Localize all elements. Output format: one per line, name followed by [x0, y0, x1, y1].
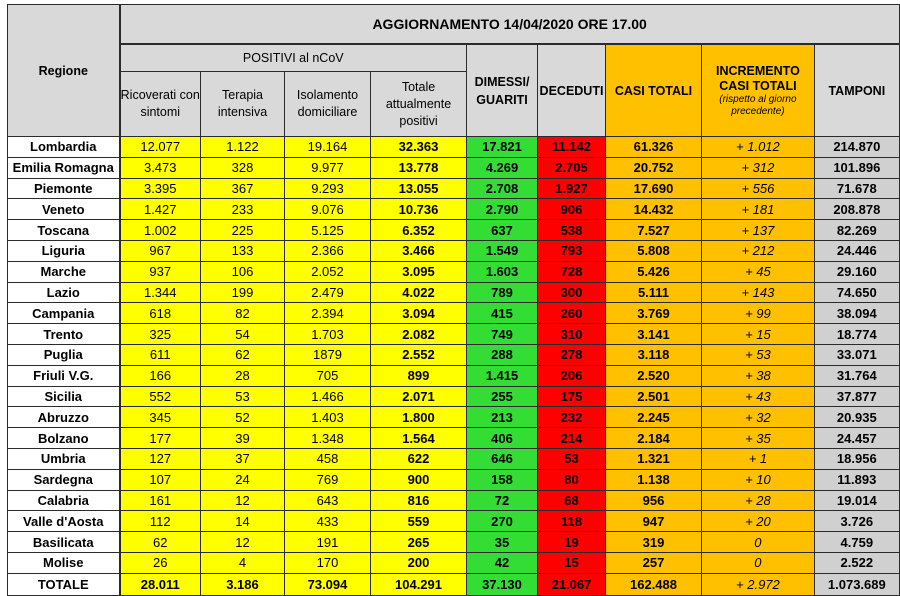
terapia-cell: 37 [201, 448, 285, 469]
deceduti-cell: 728 [538, 261, 606, 282]
ricoverati-cell: 166 [120, 365, 201, 386]
deceduti-cell: 310 [538, 324, 606, 345]
region-cell: Valle d'Aosta [8, 511, 120, 532]
region-cell: Campania [8, 303, 120, 324]
tamponi-cell: 19.014 [814, 490, 899, 511]
isolamento-cell: 705 [285, 365, 371, 386]
total-region-cell: TOTALE [8, 573, 120, 595]
dimessi-cell: 406 [467, 428, 538, 449]
incremento-cell: + 43 [702, 386, 815, 407]
dimessi-cell: 35 [467, 532, 538, 553]
tamponi-cell: 11.893 [814, 469, 899, 490]
tamponi-cell: 18.774 [814, 324, 899, 345]
incremento-cell: + 137 [702, 220, 815, 241]
incremento-cell: + 32 [702, 407, 815, 428]
table-row [8, 344, 900, 365]
totale-positivi-cell: 2.082 [371, 324, 467, 345]
ricoverati-cell: 3.395 [120, 178, 201, 199]
isolamento-cell: 1.348 [285, 428, 371, 449]
incremento-cell: + 312 [702, 157, 815, 178]
incremento-cell: 0 [702, 532, 815, 553]
casi-totali-cell: 2.501 [606, 386, 702, 407]
table-row [8, 511, 900, 532]
table-row [8, 282, 900, 303]
isolamento-cell: 170 [285, 552, 371, 573]
casi-totali-cell: 7.527 [606, 220, 702, 241]
table-row [8, 324, 900, 345]
casi-totali-cell: 257 [606, 552, 702, 573]
deceduti-cell: 300 [538, 282, 606, 303]
isolamento-cell: 191 [285, 532, 371, 553]
tamponi-cell: 2.522 [814, 552, 899, 573]
table-row [8, 261, 900, 282]
dimessi-cell: 1.603 [467, 261, 538, 282]
terapia-cell: 133 [201, 240, 285, 261]
casi-totali-cell: 956 [606, 490, 702, 511]
incremento-cell: + 556 [702, 178, 815, 199]
terapia-cell: 4 [201, 552, 285, 573]
incremento-cell: + 212 [702, 240, 815, 261]
tamponi-cell: 3.726 [814, 511, 899, 532]
deceduti-cell: 232 [538, 407, 606, 428]
header-incremento-note: (rispetto al giorno precedente) [719, 93, 797, 117]
incremento-cell: + 1.012 [702, 137, 815, 158]
isolamento-cell: 2.479 [285, 282, 371, 303]
totale-positivi-cell: 1.564 [371, 428, 467, 449]
region-cell: Sicilia [8, 386, 120, 407]
region-cell: Umbria [8, 448, 120, 469]
table-row [8, 469, 900, 490]
region-cell: Liguria [8, 240, 120, 261]
ricoverati-cell: 967 [120, 240, 201, 261]
isolamento-cell: 19.164 [285, 137, 371, 158]
isolamento-cell: 433 [285, 511, 371, 532]
region-cell: Lazio [8, 282, 120, 303]
casi-totali-cell: 5.808 [606, 240, 702, 261]
total-deceduti-cell: 21.067 [538, 573, 606, 595]
dimessi-cell: 1.415 [467, 365, 538, 386]
isolamento-cell: 458 [285, 448, 371, 469]
tamponi-cell: 24.457 [814, 428, 899, 449]
dimessi-cell: 637 [467, 220, 538, 241]
totale-positivi-cell: 6.352 [371, 220, 467, 241]
isolamento-cell: 9.977 [285, 157, 371, 178]
deceduti-cell: 118 [538, 511, 606, 532]
deceduti-cell: 206 [538, 365, 606, 386]
ricoverati-cell: 1.344 [120, 282, 201, 303]
terapia-cell: 233 [201, 199, 285, 220]
incremento-cell: + 28 [702, 490, 815, 511]
ricoverati-cell: 611 [120, 344, 201, 365]
deceduti-cell: 53 [538, 448, 606, 469]
isolamento-cell: 5.125 [285, 220, 371, 241]
totale-positivi-cell: 13.778 [371, 157, 467, 178]
covid-region-table [7, 4, 900, 596]
ricoverati-cell: 62 [120, 532, 201, 553]
totale-positivi-cell: 2.552 [371, 344, 467, 365]
dimessi-cell: 415 [467, 303, 538, 324]
totale-positivi-cell: 2.071 [371, 386, 467, 407]
region-cell: Lombardia [8, 137, 120, 158]
deceduti-cell: 214 [538, 428, 606, 449]
header-terapia: Terapia intensiva [201, 72, 285, 137]
incremento-cell: + 38 [702, 365, 815, 386]
incremento-cell: + 99 [702, 303, 815, 324]
total-ricoverati-cell: 28.011 [120, 573, 201, 595]
total-isolamento-cell: 73.094 [285, 573, 371, 595]
table-row [8, 220, 900, 241]
deceduti-cell: 278 [538, 344, 606, 365]
tamponi-cell: 71.678 [814, 178, 899, 199]
table-row [8, 552, 900, 573]
totale-positivi-cell: 3.095 [371, 261, 467, 282]
ricoverati-cell: 177 [120, 428, 201, 449]
total-tamponi-cell: 1.073.689 [814, 573, 899, 595]
totale-positivi-cell: 4.022 [371, 282, 467, 303]
header-incremento [702, 44, 815, 137]
totals-row [8, 573, 900, 595]
ricoverati-cell: 618 [120, 303, 201, 324]
terapia-cell: 328 [201, 157, 285, 178]
tamponi-cell: 74.650 [814, 282, 899, 303]
dimessi-cell: 270 [467, 511, 538, 532]
deceduti-cell: 11.142 [538, 137, 606, 158]
casi-totali-cell: 1.138 [606, 469, 702, 490]
ricoverati-cell: 107 [120, 469, 201, 490]
table-row [8, 532, 900, 553]
deceduti-cell: 175 [538, 386, 606, 407]
total-incremento-cell: + 2.972 [702, 573, 815, 595]
terapia-cell: 52 [201, 407, 285, 428]
terapia-cell: 39 [201, 428, 285, 449]
deceduti-cell: 68 [538, 490, 606, 511]
casi-totali-cell: 5.111 [606, 282, 702, 303]
terapia-cell: 28 [201, 365, 285, 386]
tamponi-cell: 31.764 [814, 365, 899, 386]
dimessi-cell: 158 [467, 469, 538, 490]
deceduti-cell: 538 [538, 220, 606, 241]
terapia-cell: 54 [201, 324, 285, 345]
tamponi-cell: 4.759 [814, 532, 899, 553]
table-row [8, 303, 900, 324]
casi-totali-cell: 1.321 [606, 448, 702, 469]
terapia-cell: 199 [201, 282, 285, 303]
incremento-cell: + 10 [702, 469, 815, 490]
isolamento-cell: 2.052 [285, 261, 371, 282]
totale-positivi-cell: 816 [371, 490, 467, 511]
deceduti-cell: 906 [538, 199, 606, 220]
isolamento-cell: 1.403 [285, 407, 371, 428]
deceduti-cell: 15 [538, 552, 606, 573]
totale-positivi-cell: 559 [371, 511, 467, 532]
isolamento-cell: 1.703 [285, 324, 371, 345]
casi-totali-cell: 14.432 [606, 199, 702, 220]
incremento-cell: + 15 [702, 324, 815, 345]
table-row [8, 157, 900, 178]
isolamento-cell: 1879 [285, 344, 371, 365]
totale-positivi-cell: 3.466 [371, 240, 467, 261]
table-row [8, 407, 900, 428]
tamponi-cell: 33.071 [814, 344, 899, 365]
table-row [8, 365, 900, 386]
totale-positivi-cell: 1.800 [371, 407, 467, 428]
table-row [8, 386, 900, 407]
header-casi-totali: CASI TOTALI [606, 44, 702, 137]
terapia-cell: 53 [201, 386, 285, 407]
tamponi-cell: 37.877 [814, 386, 899, 407]
region-cell: Toscana [8, 220, 120, 241]
terapia-cell: 12 [201, 490, 285, 511]
region-cell: Puglia [8, 344, 120, 365]
region-cell: Piemonte [8, 178, 120, 199]
total-casi-totali-cell: 162.488 [606, 573, 702, 595]
dimessi-cell: 646 [467, 448, 538, 469]
incremento-cell: + 143 [702, 282, 815, 303]
totale-positivi-cell: 32.363 [371, 137, 467, 158]
table-row [8, 178, 900, 199]
report-title: AGGIORNAMENTO 14/04/2020 ORE 17.00 [120, 5, 900, 45]
ricoverati-cell: 3.473 [120, 157, 201, 178]
isolamento-cell: 9.293 [285, 178, 371, 199]
table-row [8, 428, 900, 449]
incremento-cell: + 20 [702, 511, 815, 532]
casi-totali-cell: 17.690 [606, 178, 702, 199]
dimessi-cell: 2.790 [467, 199, 538, 220]
dimessi-cell: 749 [467, 324, 538, 345]
region-cell: Basilicata [8, 532, 120, 553]
terapia-cell: 106 [201, 261, 285, 282]
header-tamponi: TAMPONI [814, 44, 899, 137]
casi-totali-cell: 947 [606, 511, 702, 532]
deceduti-cell: 2.705 [538, 157, 606, 178]
totale-positivi-cell: 13.055 [371, 178, 467, 199]
deceduti-cell: 19 [538, 532, 606, 553]
header-deceduti: DECEDUTI [538, 44, 606, 137]
tamponi-cell: 18.956 [814, 448, 899, 469]
table-row [8, 137, 900, 158]
incremento-cell: + 181 [702, 199, 815, 220]
region-cell: Bolzano [8, 428, 120, 449]
casi-totali-cell: 3.118 [606, 344, 702, 365]
incremento-cell: + 35 [702, 428, 815, 449]
ricoverati-cell: 552 [120, 386, 201, 407]
dimessi-cell: 288 [467, 344, 538, 365]
region-cell: Marche [8, 261, 120, 282]
tamponi-cell: 82.269 [814, 220, 899, 241]
header-totale-positivi: Totale attualmente positivi [371, 72, 467, 137]
header-group-positivi: POSITIVI al nCoV [120, 44, 467, 72]
ricoverati-cell: 112 [120, 511, 201, 532]
casi-totali-cell: 2.245 [606, 407, 702, 428]
dimessi-cell: 213 [467, 407, 538, 428]
ricoverati-cell: 127 [120, 448, 201, 469]
incremento-cell: 0 [702, 552, 815, 573]
ricoverati-cell: 26 [120, 552, 201, 573]
table-row [8, 240, 900, 261]
region-cell: Sardegna [8, 469, 120, 490]
table-row [8, 199, 900, 220]
casi-totali-cell: 2.520 [606, 365, 702, 386]
dimessi-cell: 17.821 [467, 137, 538, 158]
table-row [8, 448, 900, 469]
region-cell: Molise [8, 552, 120, 573]
header-ricoverati: Ricoverati con sintomi [120, 72, 201, 137]
terapia-cell: 24 [201, 469, 285, 490]
total-terapia-cell: 3.186 [201, 573, 285, 595]
totale-positivi-cell: 622 [371, 448, 467, 469]
ricoverati-cell: 345 [120, 407, 201, 428]
dimessi-cell: 72 [467, 490, 538, 511]
terapia-cell: 62 [201, 344, 285, 365]
ricoverati-cell: 1.002 [120, 220, 201, 241]
deceduti-cell: 793 [538, 240, 606, 261]
incremento-cell: + 53 [702, 344, 815, 365]
dimessi-cell: 789 [467, 282, 538, 303]
totale-positivi-cell: 900 [371, 469, 467, 490]
casi-totali-cell: 3.769 [606, 303, 702, 324]
dimessi-cell: 1.549 [467, 240, 538, 261]
terapia-cell: 82 [201, 303, 285, 324]
header-region: Regione [8, 5, 120, 137]
table-row [8, 490, 900, 511]
casi-totali-cell: 2.184 [606, 428, 702, 449]
incremento-cell: + 45 [702, 261, 815, 282]
totale-positivi-cell: 899 [371, 365, 467, 386]
isolamento-cell: 643 [285, 490, 371, 511]
totale-positivi-cell: 265 [371, 532, 467, 553]
tamponi-cell: 214.870 [814, 137, 899, 158]
terapia-cell: 367 [201, 178, 285, 199]
isolamento-cell: 9.076 [285, 199, 371, 220]
totale-positivi-cell: 200 [371, 552, 467, 573]
total-dimessi-cell: 37.130 [467, 573, 538, 595]
incremento-cell: + 1 [702, 448, 815, 469]
casi-totali-cell: 3.141 [606, 324, 702, 345]
casi-totali-cell: 5.426 [606, 261, 702, 282]
region-cell: Abruzzo [8, 407, 120, 428]
isolamento-cell: 769 [285, 469, 371, 490]
region-cell: Veneto [8, 199, 120, 220]
totale-positivi-cell: 3.094 [371, 303, 467, 324]
ricoverati-cell: 937 [120, 261, 201, 282]
header-isolamento: Isolamento domiciliare [285, 72, 371, 137]
ricoverati-cell: 12.077 [120, 137, 201, 158]
region-cell: Trento [8, 324, 120, 345]
terapia-cell: 14 [201, 511, 285, 532]
dimessi-cell: 4.269 [467, 157, 538, 178]
region-cell: Calabria [8, 490, 120, 511]
tamponi-cell: 29.160 [814, 261, 899, 282]
region-cell: Friuli V.G. [8, 365, 120, 386]
deceduti-cell: 80 [538, 469, 606, 490]
header-dimessi [467, 44, 538, 137]
isolamento-cell: 2.366 [285, 240, 371, 261]
casi-totali-cell: 319 [606, 532, 702, 553]
tamponi-cell: 20.935 [814, 407, 899, 428]
dimessi-cell: 2.708 [467, 178, 538, 199]
terapia-cell: 1.122 [201, 137, 285, 158]
deceduti-cell: 1.927 [538, 178, 606, 199]
terapia-cell: 225 [201, 220, 285, 241]
header-incremento-label: INCREMENTO CASI TOTALI [716, 63, 800, 93]
tamponi-cell: 101.896 [814, 157, 899, 178]
dimessi-cell: 255 [467, 386, 538, 407]
deceduti-cell: 260 [538, 303, 606, 324]
totale-positivi-cell: 10.736 [371, 199, 467, 220]
tamponi-cell: 38.094 [814, 303, 899, 324]
region-cell: Emilia Romagna [8, 157, 120, 178]
isolamento-cell: 2.394 [285, 303, 371, 324]
tamponi-cell: 24.446 [814, 240, 899, 261]
isolamento-cell: 1.466 [285, 386, 371, 407]
dimessi-cell: 42 [467, 552, 538, 573]
casi-totali-cell: 20.752 [606, 157, 702, 178]
casi-totali-cell: 61.326 [606, 137, 702, 158]
header-dimessi-label: DIMESSI/ GUARITI [474, 74, 530, 107]
tamponi-cell: 208.878 [814, 199, 899, 220]
ricoverati-cell: 161 [120, 490, 201, 511]
total-totale-positivi-cell: 104.291 [371, 573, 467, 595]
ricoverati-cell: 1.427 [120, 199, 201, 220]
terapia-cell: 12 [201, 532, 285, 553]
ricoverati-cell: 325 [120, 324, 201, 345]
